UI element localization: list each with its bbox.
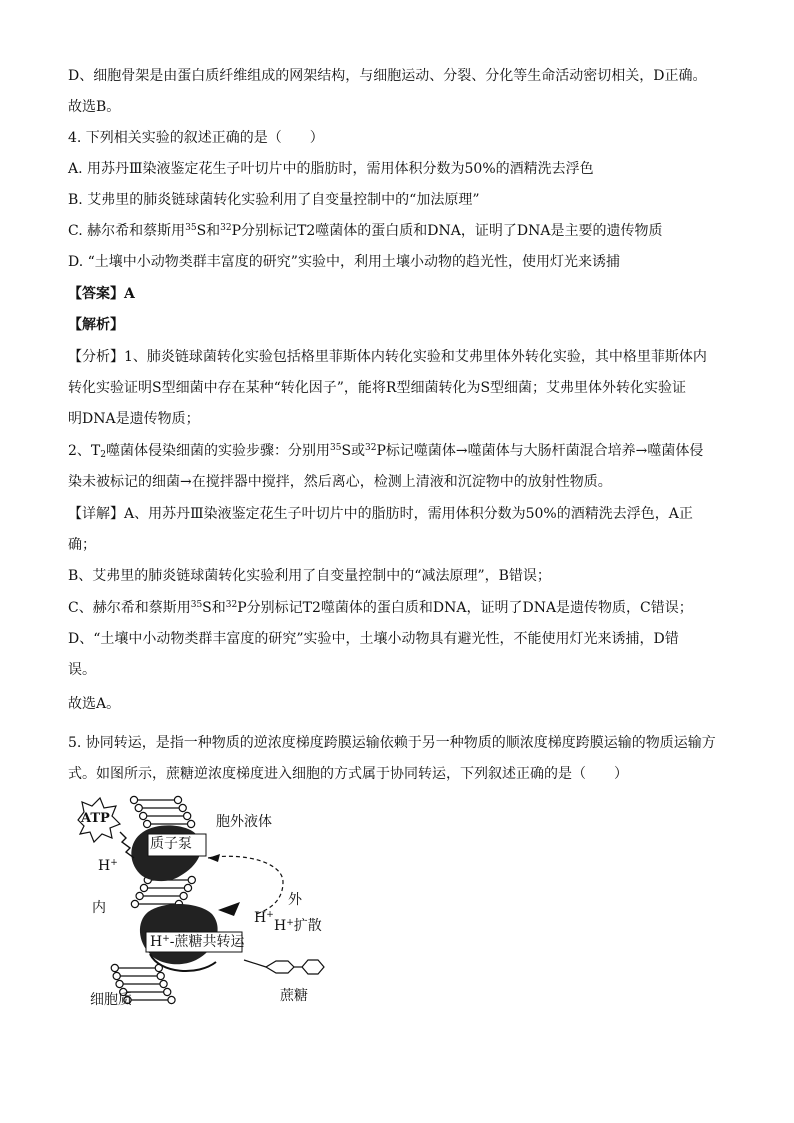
q3-answer-line: 故选B。: [68, 99, 121, 115]
sucrose-label: 蔗糖: [280, 988, 308, 1004]
lipid-head: [130, 796, 137, 803]
q4-analysis-line2: 转化实验证明S型细菌中存在某种“转化因子”，能将R型细菌转化为S型细菌；艾弗里体外转化实验证: [68, 380, 687, 396]
q4-detail-c: [68, 598, 693, 618]
q4-option-c: [68, 221, 662, 241]
q5-stem-line2: 式。如图所示，蔗糖逆浓度梯度进入细胞的方式属于协同转运，下列叙述正确的是（ ）: [68, 766, 628, 782]
lipid-head: [140, 812, 147, 819]
cytoplasm-label: 细胞质: [90, 992, 132, 1008]
isotope-35: 35: [190, 600, 203, 610]
q4-point2-mid2: S或: [341, 443, 366, 459]
lipid-head: [188, 820, 195, 827]
q4-point2-mid: 噬菌体侵染细菌的实验步骤：分别用: [105, 443, 330, 459]
lipid-head: [179, 804, 186, 811]
isotope-32: 32: [365, 443, 377, 453]
lipid-head: [160, 980, 167, 987]
cotransport-figure: [68, 792, 338, 1017]
h-entry-arrow-icon: [218, 902, 240, 916]
q4-answer: 【答案】A: [68, 286, 135, 302]
q4-detail-c-mid: S和: [202, 600, 226, 616]
lipid-head: [188, 876, 195, 883]
lipid-head: [184, 884, 191, 891]
sucrose-pointer-line: [244, 960, 266, 967]
sucrose-ring-2-icon: [302, 960, 324, 974]
q4-detail-c-pre: C、赫尔希和蔡斯用: [68, 600, 191, 616]
lipid-head: [140, 884, 147, 891]
q4-point2-pre: 2、T: [68, 443, 101, 459]
lipid-head: [157, 972, 164, 979]
inside-label: 内: [92, 900, 106, 916]
cotransport-label: H+-蔗糖共转运: [150, 934, 245, 950]
q5-stem-line1: 5. 协同转运，是指一种物质的逆浓度梯度跨膜运输依赖于另一种物质的顺浓度梯度跨膜运输的物质运输方: [68, 735, 716, 751]
sucrose-ring-1-icon: [266, 961, 294, 973]
q4-option-c-post: P分别标记T2噬菌体的蛋白质和DNA，证明了DNA是主要的遗传物质: [231, 223, 663, 239]
q4-detail-c-post: P分别标记T2噬菌体的蛋白质和DNA，证明了DNA是遗传物质，C错误；: [237, 600, 693, 616]
subscript-2: 2: [100, 450, 106, 460]
isotope-32: 32: [220, 223, 232, 233]
q3-option-d: D、细胞骨架是由蛋白质纤维组成的网架结构，与细胞运动、分裂、分化等生命活动密切相关，D正确。: [68, 68, 707, 84]
q4-detail-a1: 【详解】A、用苏丹Ⅲ染液鉴定花生子叶切片中的脂肪时，需用体积分数为50%的酒精洗去浮色，A正: [68, 506, 693, 522]
lipid-head: [180, 892, 187, 899]
h-ion-right-label: H+: [254, 910, 274, 926]
q4-final-choice: 故选A。: [68, 696, 121, 712]
extracellular-fluid-label: 胞外液体: [216, 814, 272, 830]
lipid-head: [174, 796, 181, 803]
lipid-head: [168, 996, 175, 1003]
lipid-head: [135, 804, 142, 811]
q4-option-b: B. 艾弗里的肺炎链球菌转化实验利用了自变量控制中的“加法原理”: [68, 192, 480, 208]
q4-analysis-line1: 【分析】1、肺炎链球菌转化实验包括格里菲斯体内转化实验和艾弗里体外转化实验，其中格里菲斯体内: [68, 349, 707, 365]
atp-label: ATP: [81, 811, 110, 826]
q4-detail-b: B、艾弗里的肺炎链球菌转化实验利用了自变量控制中的“减法原理”，B错误；: [68, 568, 551, 584]
lipid-head: [131, 900, 138, 907]
lipid-head: [116, 980, 123, 987]
lipid-head: [184, 812, 191, 819]
q4-analysis-line3: 明DNA是遗传物质；: [68, 411, 200, 427]
isotope-35: 35: [329, 443, 342, 453]
h-ion-left-label: H+: [98, 858, 118, 874]
q4-option-c-mid: S和: [196, 223, 221, 239]
lipid-head: [113, 972, 120, 979]
q4-stem: 4. 下列相关实验的叙述正确的是（ ）: [68, 130, 324, 146]
proton-pump-label: 质子泵: [150, 836, 192, 852]
isotope-32: 32: [225, 600, 238, 610]
q4-analysis-point2: [68, 441, 703, 461]
lipid-head: [164, 988, 171, 995]
q4-analysis-point2-line2: 染未被标记的细菌→在搅拌器中搅拌，然后离心，检测上清液和沉淀物中的放射性物质。: [68, 474, 612, 490]
q4-detail-d1: D、“土壤中小动物类群丰富度的研究”实验中，土壤小动物具有避光性，不能使用灯光来诱捕，D错: [68, 631, 679, 647]
outside-label: 外: [288, 892, 302, 908]
lipid-head: [111, 964, 118, 971]
q4-option-a: A. 用苏丹Ⅲ染液鉴定花生子叶切片中的脂肪时，需用体积分数为50%的酒精洗去浮色: [68, 161, 594, 177]
q4-detail-a2: 确；: [68, 537, 96, 553]
q4-option-c-pre: C. 赫尔希和蔡斯用: [68, 223, 186, 239]
q4-analysis-heading: 【解析】: [68, 317, 124, 333]
lipid-head: [144, 820, 151, 827]
arrowhead-icon: [208, 854, 220, 862]
h-diffusion-dashed-arrow: [208, 856, 283, 914]
isotope-35: 35: [185, 223, 197, 233]
q4-point2-post: P标记噬菌体→噬菌体与大肠杆菌混合培养→噬菌体侵: [376, 443, 704, 459]
q4-detail-d2: 误。: [68, 662, 96, 678]
h-diffusion-label: H+扩散: [274, 918, 322, 934]
lipid-head: [136, 892, 143, 899]
q4-option-d: D. “土壤中小动物类群丰富度的研究”实验中，利用土壤小动物的趋光性，使用灯光来诱捕: [68, 254, 620, 270]
